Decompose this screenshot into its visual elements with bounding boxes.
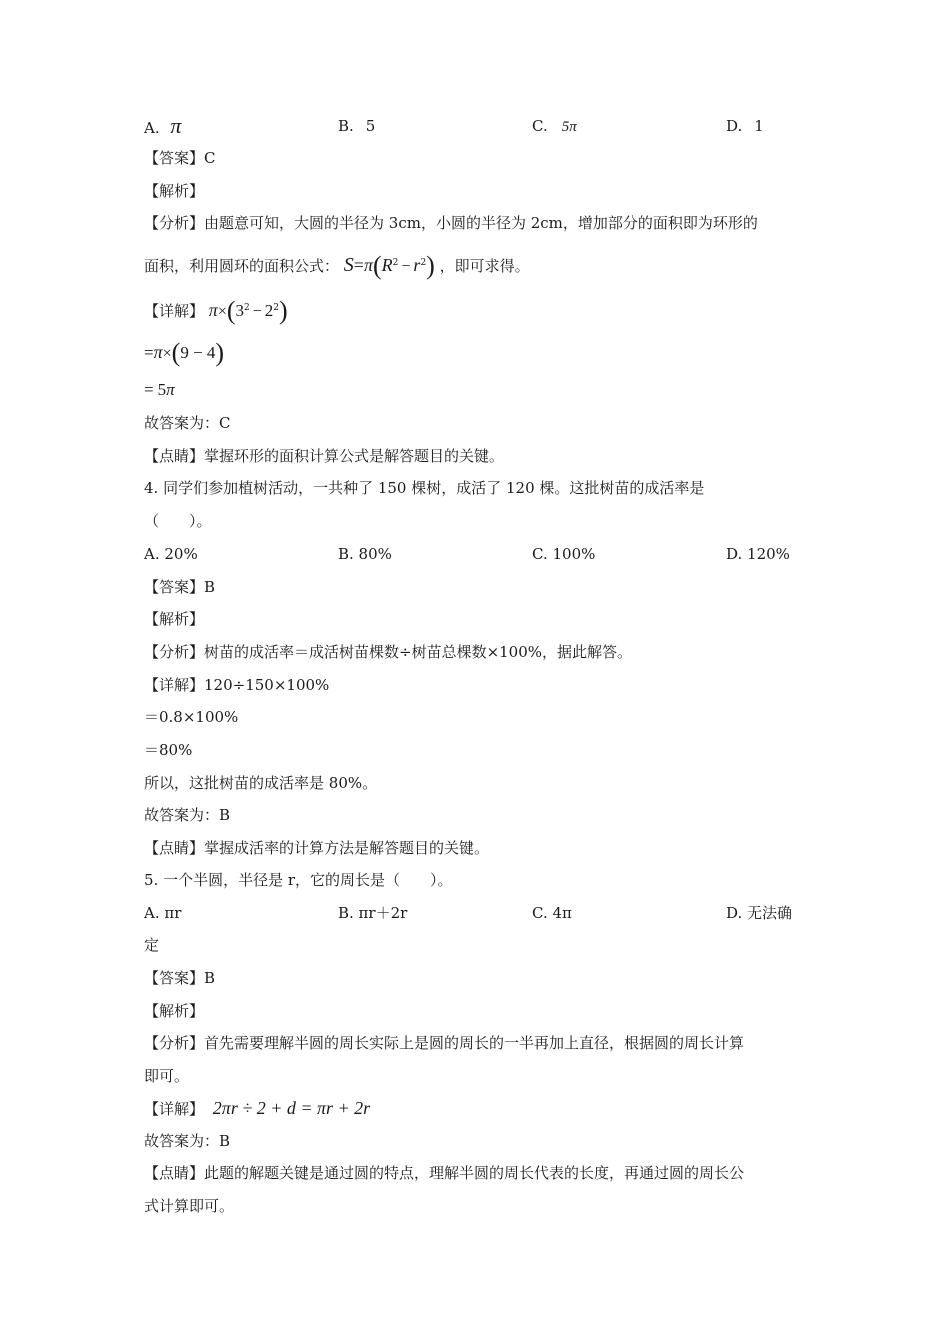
q3-option-c: C. 5π bbox=[532, 117, 577, 135]
q5-analysis-label: 【解析】 bbox=[144, 1002, 205, 1020]
q4-summary: 所以，这批树苗的成活率是 80%。 bbox=[144, 774, 378, 792]
q5-answer: 【答案】B bbox=[144, 969, 216, 987]
q4-detail-line2: ＝0.8×100% bbox=[144, 708, 239, 726]
q4-dianjing: 【点睛】掌握成活率的计算方法是解答题目的关键。 bbox=[144, 839, 490, 857]
q4-stem-line1: 4. 同学们参加植树活动，一共种了 150 棵树，成活了 120 棵。这批树苗的成活率是 bbox=[144, 479, 705, 497]
q5-dianjing-line2: 式计算即可。 bbox=[144, 1197, 235, 1215]
q5-option-d: D. 无法确 bbox=[726, 904, 793, 922]
q4-option-a: A. 20% bbox=[144, 545, 198, 563]
q3-answer: 【答案】C bbox=[144, 149, 216, 167]
q5-option-d-wrap: 定 bbox=[144, 936, 160, 954]
q3-fenxi-line2: 面积，利用圆环的面积公式： $S=\pi(R^2 - r^2)$ ，即可求得。 bbox=[144, 251, 530, 280]
q3-option-d: D. 1 bbox=[726, 117, 764, 135]
q3-dianjing: 【点睛】掌握环形的面积计算公式是解答题目的关键。 bbox=[144, 447, 505, 465]
q3-analysis-label: 【解析】 bbox=[144, 182, 205, 200]
q5-fenxi-line1: 【分析】首先需要理解半圆的周长实际上是圆的周长的一半再加上直径，根据圆的周长计算 bbox=[144, 1034, 745, 1052]
q3-option-b: B. 5 bbox=[338, 117, 376, 135]
q3-conclusion: 故答案为：C bbox=[144, 414, 231, 432]
q4-option-b: B. 80% bbox=[338, 545, 392, 563]
q4-stem-line2: （ ）。 bbox=[144, 512, 212, 530]
q5-dianjing-line1: 【点睛】此题的解题关键是通过圆的特点，理解半圆的周长代表的长度，再通过圆的周长公 bbox=[144, 1164, 745, 1182]
q3-detail-line2: =π×(9 − 4) bbox=[144, 338, 225, 367]
q4-conclusion: 故答案为：B bbox=[144, 806, 231, 824]
q4-answer: 【答案】B bbox=[144, 578, 216, 596]
ring-area-formula: $S=\pi(R^2 - r^2)$ bbox=[343, 251, 435, 280]
q5-option-c: C. 4π bbox=[532, 904, 572, 922]
q3-option-a: A. π bbox=[144, 113, 182, 138]
q4-analysis-label: 【解析】 bbox=[144, 610, 205, 628]
q5-option-a: A. πr bbox=[144, 904, 182, 922]
q4-detail-line3: ＝80% bbox=[144, 741, 193, 759]
q4-option-c: C. 100% bbox=[532, 545, 596, 563]
q4-option-d: D. 120% bbox=[726, 545, 790, 563]
q5-stem: 5. 一个半圆，半径是 r，它的周长是（ ）。 bbox=[144, 871, 453, 889]
q3-fenxi-line1: 【分析】由题意可知，大圆的半径为 3cm，小圆的半径为 2cm，增加部分的面积即为环形的 bbox=[144, 214, 758, 232]
q5-detail: 【详解】 2πr ÷ 2 + d = πr + 2r bbox=[144, 1098, 371, 1118]
perimeter-formula: 2πr ÷ 2 + d = πr + 2r bbox=[212, 1098, 371, 1118]
q5-fenxi-line2: 即可。 bbox=[144, 1067, 190, 1085]
q4-detail-line1: 【详解】120÷150×100% bbox=[144, 676, 330, 694]
q4-fenxi: 【分析】树苗的成活率＝成活树苗棵数÷树苗总棵数×100%，据此解答。 bbox=[144, 643, 633, 661]
q5-option-b: B. πr＋2r bbox=[338, 904, 408, 922]
q3-detail-line1: 【详解】 $\pi\times(3^2 - 2^2)$ bbox=[144, 296, 288, 325]
q3-detail-line3: = 5π bbox=[144, 380, 175, 399]
q5-conclusion: 故答案为：B bbox=[144, 1132, 231, 1150]
